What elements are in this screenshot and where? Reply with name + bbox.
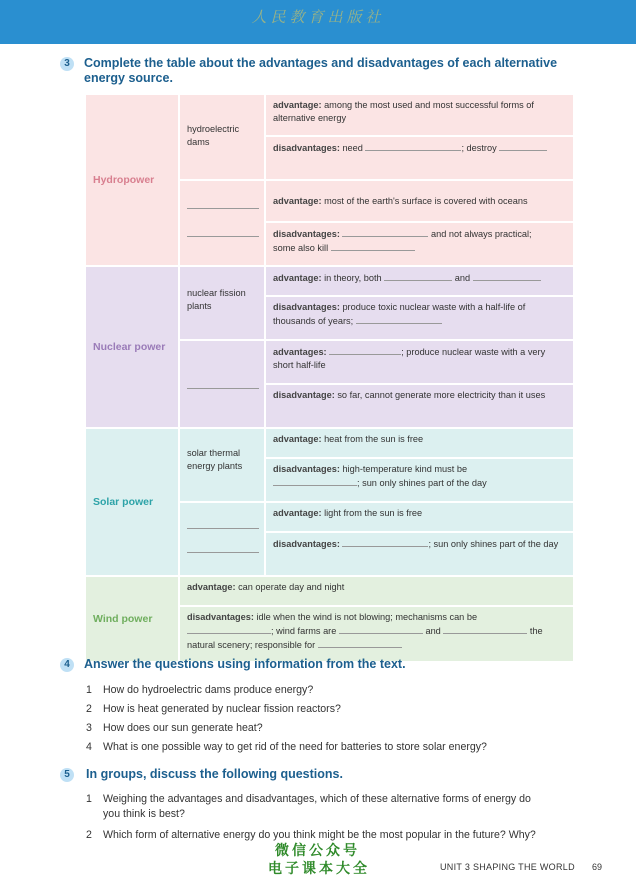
exercise-3-title-line1: Complete the table about the advantages and disadvantages of each alternative [84,56,558,70]
solar-tech-1: solar thermal energy plants [180,429,264,501]
answer-blank[interactable] [342,227,428,237]
answer-blank[interactable] [384,271,452,281]
hydro-disadvantage-1: disadvantages: need ; destroy [266,137,573,179]
exercise-3-title-line2: energy source. [84,71,173,85]
answer-blank[interactable] [342,537,428,547]
exercise-4-number: 4 [60,658,74,672]
hydro-tech-2-blank[interactable] [180,181,264,265]
source-nuclear: Nuclear power [86,267,178,427]
energy-table [84,93,575,663]
nuclear-disadvantage-2: disadvantage: so far, cannot generate more electricity than it uses [266,385,573,427]
solar-tech-2-blank[interactable] [180,503,264,575]
nuclear-advantage-2: advantages: ; produce nuclear waste with a very short half-life [266,341,573,383]
source-solar: Solar power [86,429,178,575]
list-item: 3 How does our sun generate heat? [86,722,263,734]
hydro-disadvantage-2: disadvantages: and not always practical; some also kill [266,223,573,265]
exercise-5-questions [86,792,536,843]
hydro-row-1 [86,95,573,135]
wind-disadvantage: disadvantages: idle when the wind is not blowing; mechanisms can be ; wind farms are and the natural scenery; responsible for [180,607,573,661]
exercise-5-title: In groups, discuss the following questions. [86,767,343,781]
advantage-label: advantage: [273,100,322,110]
solar-disadvantage-2: disadvantages: ; sun only shines part of the day [266,533,573,575]
nuclear-tech-1: nuclear fission plants [180,267,264,339]
exercise-4-title: Answer the questions using information from the text. [84,657,406,671]
answer-blank[interactable] [187,624,271,634]
solar-disadvantage-1: disadvantages: high-temperature kind must be ; sun only shines part of the day [266,459,573,501]
answer-blank[interactable] [273,476,357,486]
hydro-advantage-2: advantage: most of the earth's surface is covered with oceans [266,181,573,221]
exercise-3-number: 3 [60,57,74,71]
watermark-line1: 微信公众号 [275,843,360,859]
list-item: 1 How do hydroelectric dams produce energy? [86,684,314,696]
footer-unit: UNIT 3 SHAPING THE WORLD [440,862,575,872]
answer-blank[interactable] [473,271,541,281]
answer-blank[interactable] [329,345,401,355]
answer-blank[interactable] [318,638,402,648]
solar-advantage-2: advantage: light from the sun is free [266,503,573,531]
answer-blank[interactable] [331,241,415,251]
hydro-advantage-1: advantage: among the most used and most successful forms of alternative energy [266,95,573,135]
nuclear-tech-2-blank[interactable] [180,341,264,427]
exercise-4-questions [86,681,487,757]
solar-advantage-1: advantage: heat from the sun is free [266,429,573,457]
answer-blank[interactable] [356,314,442,324]
answer-blank[interactable] [365,141,461,151]
list-item: 2 Which form of alternative energy do you think might be the most popular in the future? Why? [86,829,536,841]
publisher-logo: 人民教育出版社 [251,8,385,26]
nuclear-disadvantage-1: disadvantages: produce toxic nuclear waste with a half-life of thousands of years; [266,297,573,339]
watermark-line2: 电子课本大全 [268,861,370,877]
list-item: 4 What is one possible way to get rid of the need for batteries to store solar energy? [86,741,487,753]
answer-blank[interactable] [443,624,527,634]
exercise-5-number: 5 [60,768,74,782]
list-item: 2 How is heat generated by nuclear fission reactors? [86,703,341,715]
page-number: 69 [592,862,603,872]
nuclear-advantage-1: advantage: in theory, both and [266,267,573,295]
exercise-3-title [84,56,557,86]
source-wind: Wind power [86,577,178,661]
hydro-tech-1: hydroelectric dams [180,95,264,179]
answer-blank[interactable] [339,624,423,634]
wind-advantage: advantage: can operate day and night [180,577,573,605]
answer-blank[interactable] [499,141,547,151]
source-hydropower: Hydropower [86,95,178,265]
list-item: 1 Weighing the advantages and disadvantages, which of these alternative forms of energy do you think is best? [86,793,531,820]
